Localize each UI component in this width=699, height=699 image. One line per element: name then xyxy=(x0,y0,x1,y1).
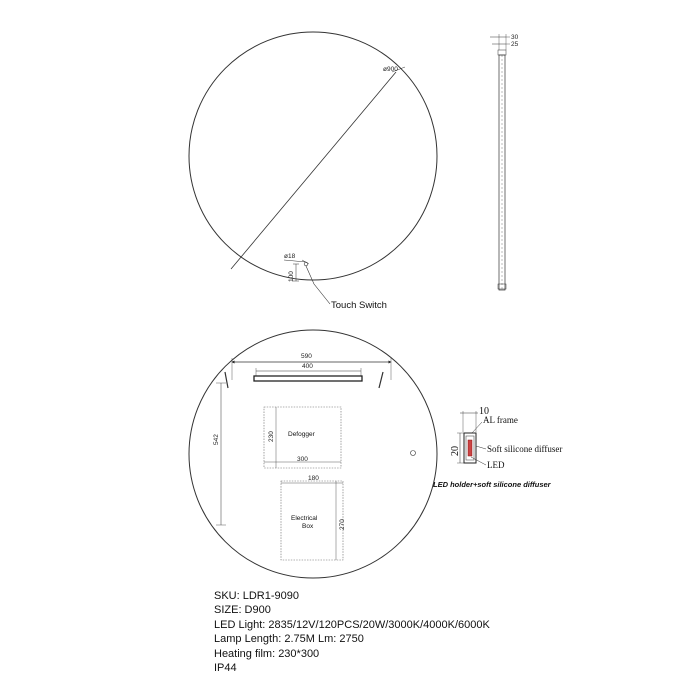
callout-diffuser: Soft silicone diffuser xyxy=(487,444,563,454)
switch-diameter-label: ø18 xyxy=(284,253,296,260)
hanging-bracket xyxy=(254,376,362,381)
switch-offset-label: 100 xyxy=(288,271,295,282)
side-dim-25: 25 xyxy=(511,41,519,48)
profile-caption: LED holder+soft silicone diffuser xyxy=(433,480,551,489)
spec-size: SIZE: D900 xyxy=(214,604,271,617)
switch-marker-back xyxy=(411,451,416,456)
dim-542: 542 xyxy=(213,434,220,445)
profile-detail xyxy=(433,406,562,489)
defogger-width: 300 xyxy=(297,456,308,463)
profile-dim-20: 20 xyxy=(450,446,461,456)
callout-led: LED xyxy=(487,460,505,470)
touch-switch-marker xyxy=(304,262,308,266)
side-view xyxy=(490,34,519,290)
spec-heating-film: Heating film: 230*300 xyxy=(214,647,320,660)
electrical-box-label-2: Box xyxy=(302,523,314,530)
defogger-height: 230 xyxy=(268,431,275,442)
electrical-box-height: 270 xyxy=(339,519,346,530)
mirror-outline-back xyxy=(189,330,437,578)
spec-sku: SKU: LDR1-9090 xyxy=(214,590,299,602)
electrical-box-label-1: Electrical xyxy=(291,515,318,522)
diameter-label: ø900 xyxy=(383,66,398,73)
dim-590: 590 xyxy=(301,353,312,360)
spec-ip-rating: IP44 xyxy=(214,662,237,675)
front-view xyxy=(189,32,437,311)
side-dim-30: 30 xyxy=(511,34,519,41)
callout-al-frame: AL frame xyxy=(483,415,518,425)
profile-dim-10: 10 xyxy=(479,406,489,417)
spec-lamp-length: Lamp Length: 2.75M Lm: 2750 xyxy=(214,633,364,646)
spec-led-light: LED Light: 2835/12V/120PCS/20W/3000K/4000K/6000K xyxy=(214,618,490,631)
diameter-line xyxy=(231,72,396,269)
defogger-label: Defogger xyxy=(288,431,315,438)
touch-switch-label: Touch Switch xyxy=(331,300,387,311)
electrical-box-width: 180 xyxy=(308,475,319,482)
back-view xyxy=(189,330,437,578)
dim-400: 400 xyxy=(302,363,313,370)
spec-list xyxy=(214,589,634,675)
touch-switch-leader xyxy=(306,266,330,304)
